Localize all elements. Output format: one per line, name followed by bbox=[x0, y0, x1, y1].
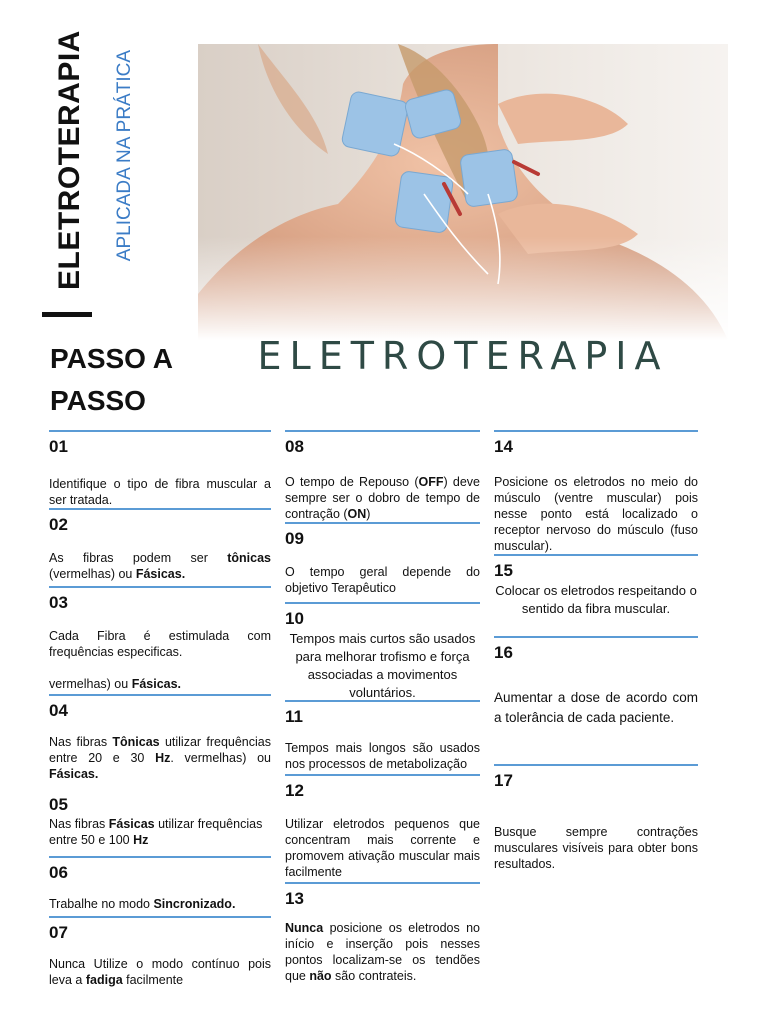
step-number: 08 bbox=[285, 437, 304, 456]
steps-column-3 bbox=[494, 430, 698, 886]
step-number: 16 bbox=[494, 643, 513, 662]
steps-column-2 bbox=[285, 430, 480, 994]
subtitle-aplicada: APLICADA NA PRÁTICA bbox=[114, 50, 135, 262]
step-10 bbox=[285, 602, 480, 700]
step-17 bbox=[494, 764, 698, 886]
step-number: 05 bbox=[49, 795, 68, 814]
step-number: 13 bbox=[285, 889, 304, 908]
step-text: Posicione os eletrodos no meio do músculo (ventre muscular) pois nesse ponto está localizado o receptor nervoso do músculo (fuso muscular). bbox=[494, 475, 698, 553]
step-07 bbox=[49, 916, 271, 998]
step-number: 09 bbox=[285, 529, 304, 548]
step-text: O tempo geral depende do objetivo Terapêutico bbox=[285, 565, 480, 595]
step-text: Cada Fibra é estimulada com frequências especificas. vermelhas) ou Fásicas. bbox=[49, 629, 271, 691]
step-text: Tempos mais curtos são usados para melhorar trofismo e força associadas a movimentos voluntários. bbox=[289, 631, 476, 700]
vertical-title bbox=[50, 30, 90, 290]
step-03 bbox=[49, 586, 271, 694]
vertical-subtitle bbox=[105, 50, 145, 290]
step-number: 17 bbox=[494, 771, 513, 790]
page-heading: PASSO A PASSO bbox=[50, 343, 172, 416]
step-number: 10 bbox=[285, 609, 304, 628]
steps-column-1 bbox=[49, 430, 271, 998]
step-02 bbox=[49, 508, 271, 586]
step-number: 04 bbox=[49, 701, 68, 720]
step-number: 03 bbox=[49, 593, 68, 612]
banner-photo bbox=[198, 44, 728, 378]
step-text: Aumentar a dose de acordo com a tolerância de cada paciente. bbox=[494, 690, 698, 725]
step-text: Nunca Utilize o modo contínuo pois leva a fadiga facilmente bbox=[49, 957, 271, 987]
step-text: Nas fibras Tônicas utilizar frequências entre 20 e 30 Hz. vermelhas) ou Fásicas. bbox=[49, 735, 271, 781]
step-01 bbox=[49, 430, 271, 508]
step-15 bbox=[494, 554, 698, 636]
step-text: Utilizar eletrodos pequenos que concentram mais corrente e promovem ativação muscular mais facilmente bbox=[285, 817, 480, 879]
step-number: 15 bbox=[494, 561, 513, 580]
step-number: 11 bbox=[285, 707, 303, 726]
step-number: 07 bbox=[49, 923, 68, 942]
step-text: Tempos mais longos são usados nos processos de metabolização bbox=[285, 741, 480, 771]
step-14 bbox=[494, 430, 698, 554]
step-number: 02 bbox=[49, 515, 68, 534]
step-text: Colocar os eletrodos respeitando o sentido da fibra muscular. bbox=[495, 583, 697, 616]
step-text: Identifique o tipo de fibra muscular a ser tratada. bbox=[49, 477, 271, 507]
step-number: 01 bbox=[49, 437, 68, 456]
step-05 bbox=[49, 794, 271, 856]
title-eletroterapia: ELETROTERAPIA bbox=[53, 30, 86, 290]
step-text: As fibras podem ser tônicas (vermelhas) ou Fásicas. bbox=[49, 551, 271, 581]
step-text: Trabalhe no modo Sincronizado. bbox=[49, 897, 236, 911]
step-text: O tempo de Repouso (OFF) deve sempre ser o dobro de tempo de contração (ON) bbox=[285, 475, 480, 521]
step-06 bbox=[49, 856, 271, 916]
step-13 bbox=[285, 882, 480, 994]
banner-word: ELETROTERAPIA bbox=[257, 334, 669, 378]
step-text: Nas fibras Fásicas utilizar frequências entre 50 e 100 Hz bbox=[49, 817, 263, 847]
step-08 bbox=[285, 430, 480, 522]
step-16 bbox=[494, 636, 698, 764]
therapy-photo-illustration bbox=[198, 44, 728, 340]
step-11 bbox=[285, 700, 480, 774]
step-04 bbox=[49, 694, 271, 790]
step-number: 14 bbox=[494, 437, 513, 456]
step-text: Busque sempre contrações musculares visíveis para obter bons resultados. bbox=[494, 825, 698, 871]
step-text: Nunca posicione os eletrodos no início e inserção pois nesses pontos localizam-se os tendões que não são contrateis. bbox=[285, 921, 480, 983]
step-number: 06 bbox=[49, 863, 68, 882]
step-12 bbox=[285, 774, 480, 882]
step-number: 12 bbox=[285, 781, 304, 800]
title-accent-bar bbox=[42, 312, 92, 317]
step-09 bbox=[285, 522, 480, 602]
